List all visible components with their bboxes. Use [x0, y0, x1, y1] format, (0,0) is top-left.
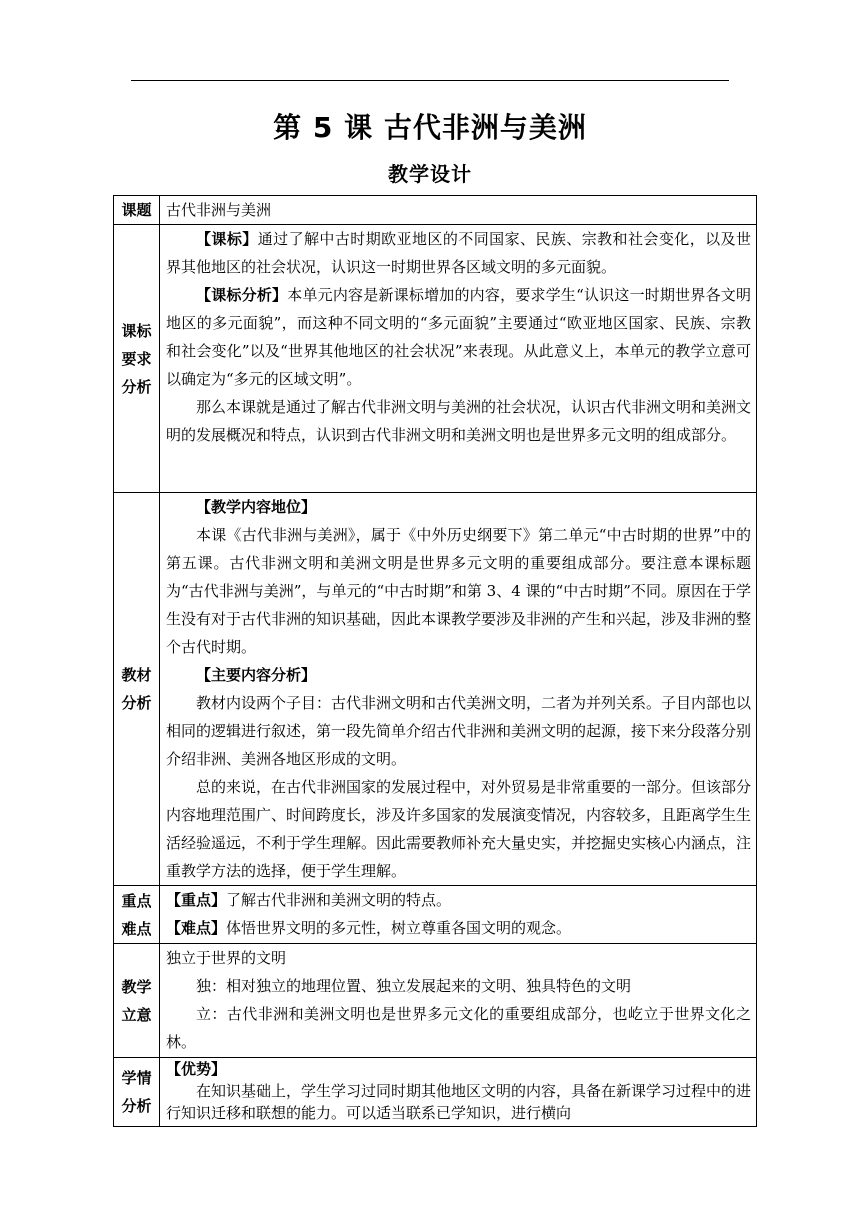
standards-paragraph-3: 那么本课就是通过了解古代非洲文明与美洲的社会状况，认识古代非洲文明和美洲文明的发展概况和特点，认识到古代非洲文明和美洲文明也是世界多元文明的组成部分。: [166, 398, 752, 444]
label-line: 学情: [121, 1069, 152, 1087]
label-line: 分析: [121, 1097, 152, 1115]
textbook-content: [160, 493, 757, 886]
intent-content: [160, 944, 757, 1058]
intent-line-1: 独立于世界的文明: [166, 949, 287, 967]
intent-line-3: 立：古代非洲和美洲文明也是世界多元文化的重要组成部分，也屹立于世界文化之林。: [166, 1005, 751, 1051]
page-subtitle: 教学设计: [388, 162, 472, 186]
row-textbook: [114, 493, 757, 886]
label-line: 教材: [121, 666, 152, 684]
label-standards: [114, 225, 160, 493]
label-line: 重点: [121, 891, 152, 910]
difficulty-line: [166, 914, 751, 942]
page-title: 第 5 课 古代非洲与美洲: [273, 111, 587, 144]
key-point-text: 了解古代非洲和美洲文明的特点。: [226, 891, 452, 909]
label-textbook: [114, 493, 160, 886]
topic-value: 古代非洲与美洲: [166, 201, 272, 219]
label-intent: [114, 944, 160, 1058]
difficulty-text: 体悟世界文明的多元性，树立尊重各国文明的观念。: [226, 919, 572, 937]
textbook-heading-content: 【主要内容分析】: [196, 666, 317, 684]
standards-paragraph-1: [166, 225, 751, 281]
students-content: [160, 1058, 757, 1127]
label-line: 分析: [121, 377, 152, 396]
standards-content: [160, 225, 757, 493]
textbook-paragraph-2: 教材内设两个子目：古代非洲文明和古代美洲文明，二者为并列关系。子目内部也以相同的逻辑进行叙述，第一段先简单介绍古代非洲和美洲文明的起源，接下来分段落分别介绍非洲、美洲各地区形成的文明。: [166, 694, 752, 768]
standards-analysis-heading: 【课标分析】: [196, 286, 288, 304]
students-paragraph-1: 在知识基础上，学生学习过同时期其他地区文明的内容，具备在新课学习过程中的进行知识迁移和联想的能力。可以适当联系已学知识，进行横向: [166, 1082, 751, 1122]
standards-paragraph-2: [166, 281, 751, 393]
lesson-plan-table: [113, 195, 757, 1127]
key-point-heading: 【重点】: [166, 891, 227, 909]
label-line: 课标: [121, 321, 152, 340]
row-students: [114, 1058, 757, 1127]
key-point-line: [166, 886, 751, 914]
row-topic: [114, 196, 757, 225]
students-heading: 【优势】: [166, 1060, 227, 1078]
header-rule: [131, 80, 729, 81]
topic-text: [160, 196, 757, 225]
students-clip: [166, 1080, 751, 1124]
label-key-points: [114, 886, 160, 944]
row-intent: [114, 944, 757, 1058]
textbook-heading-position: 【教学内容地位】: [196, 498, 317, 516]
label-line: 立意: [121, 1005, 152, 1024]
label-line: 难点: [121, 919, 152, 938]
standards-text: 通过了解中古时期欧亚地区的不同国家、民族、宗教和社会变化，以及世界其他地区的社会状况，认识这一时期世界各区域文明的多元面貌。: [166, 230, 751, 276]
label-line: 要求: [121, 349, 152, 368]
label-line: 教学: [121, 977, 152, 996]
textbook-paragraph-1: 本课《古代非洲与美洲》，属于《中外历史纲要下》第二单元“中古时期的世界”中的第五课。古代非洲文明和美洲文明是世界多元文明的重要组成部分。要注意本课标题为“古代非洲与美洲”，与单元的“中古时期”和第 3、4 课的“中古时期”不同。原因在于学生没有对于古代非洲的知识基础，因此本课教学要涉及非洲的产生和兴起，涉及非洲的整个古代时期。: [166, 526, 752, 656]
standards-heading: 【课标】: [196, 230, 258, 248]
intent-line-2: 独：相对独立的地理位置、独立发展起来的文明、独具特色的文明: [196, 977, 632, 995]
row-standards: [114, 225, 757, 493]
label-line: 分析: [121, 694, 152, 712]
key-points-content: [160, 886, 757, 944]
label-students: [114, 1058, 160, 1127]
label-topic: 课题: [114, 196, 160, 225]
difficulty-heading: 【难点】: [166, 919, 227, 937]
textbook-paragraph-3: 总的来说，在古代非洲国家的发展过程中，对外贸易是非常重要的一部分。但该部分内容地理范围广、时间跨度长，涉及许多国家的发展演变情况，内容较多，且距离学生生活经验遥远，不利于学生理解。因此需要教师补充大量史实，并挖掘史实核心内涵点，注重教学方法的选择，便于学生理解。: [166, 778, 752, 880]
row-key-points: [114, 886, 757, 944]
standards-analysis-text: 本单元内容是新课标增加的内容，要求学生“认识这一时期世界各文明地区的多元面貌”，而这种不同文明的“多元面貌”主要通过“欧亚地区国家、民族、宗教和社会变化”以及“世界其他地区的社会状况”来表现。从此意义上，本单元的教学立意可以确定为“多元的区域文明”。: [166, 286, 751, 388]
